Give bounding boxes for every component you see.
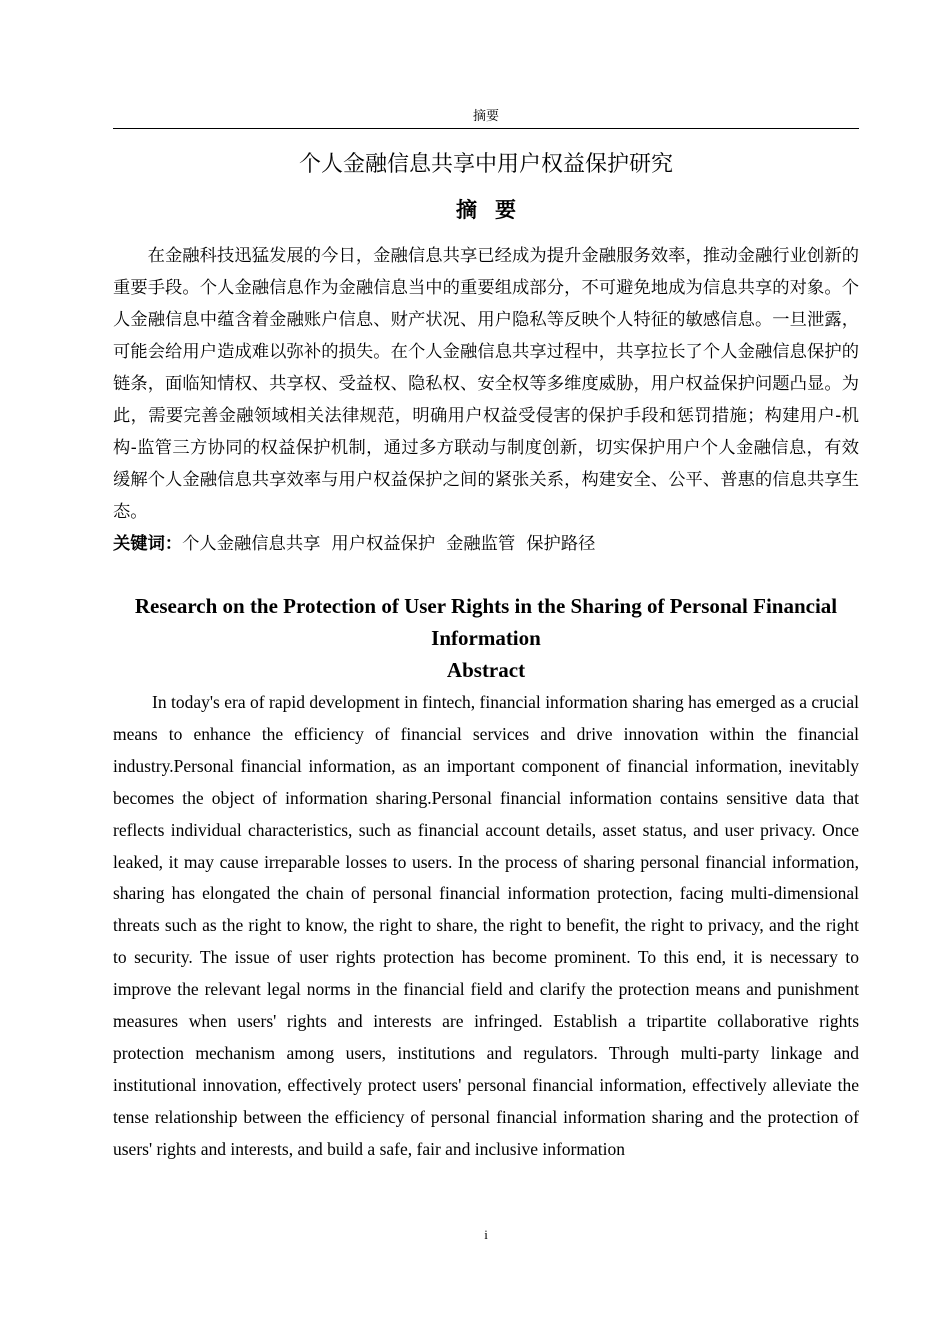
- english-abstract-body: In today's era of rapid development in fintech, financial information sharing has emerged as a crucial means to enhance the efficiency of financial services and drive innovation within the financial industry.Personal financial information, as an important component of financial information, inevitably becomes the object of information sharing.Personal financial information contains sensitive data that reflects individual characteristics, such as financial account details, asset status, and user privacy. Once leaked, it may cause irreparable losses to users. In the process of sharing personal financial information, sharing has elongated the chain of personal financial information protection, facing multi-dimensional threats such as the right to know, the right to share, the right to benefit, the right to privacy, and the right to security. The issue of user rights protection has become prominent. To this end, it is necessary to improve the relevant legal norms in the financial field and clarify the protection means and punishment measures when users' rights and interests are infringed. Establish a tripartite collaborative rights protection mechanism among users, institutions and regulators. Through multi-party linkage and institutional innovation, effectively protect users' personal financial information, effectively alleviate the tense relationship between the efficiency of personal financial information sharing and the protection of users' rights and interests, and build a safe, fair and inclusive information: [113, 692, 859, 1159]
- english-abstract-heading: Abstract: [446, 658, 526, 682]
- keyword-item: 个人金融信息共享: [182, 534, 321, 554]
- chinese-keywords: [113, 528, 859, 560]
- keyword-item: 用户权益保护: [331, 534, 436, 554]
- keyword-item: 金融监管: [446, 534, 516, 554]
- chinese-title: 个人金融信息共享中用户权益保护研究: [298, 152, 673, 177]
- running-header: 摘要: [472, 109, 499, 124]
- keywords-label: 关键词：: [113, 534, 183, 554]
- page-number: i: [484, 1227, 488, 1242]
- header-rule: [113, 128, 859, 129]
- english-title: Research on the Protection of User Rights in the Sharing of Personal Financial Information: [134, 594, 838, 650]
- chinese-abstract-body: 在金融科技迅猛发展的今日，金融信息共享已经成为提升金融服务效率，推动金融行业创新的重要手段。个人金融信息作为金融信息当中的重要组成部分，不可避免地成为信息共享的对象。个人金融信息中蕴含着金融账户信息、财产状况、用户隐私等反映个人特征的敏感信息。一旦泄露，可能会给用户造成难以弥补的损失。在个人金融信息共享过程中，共享拉长了个人金融信息保护的链条，面临知情权、共享权、受益权、隐私权、安全权等多维度威胁，用户权益保护问题凸显。为此，需要完善金融领域相关法律规范，明确用户权益受侵害的保护手段和惩罚措施；构建用户-机构-监管三方协同的权益保护机制，通过多方联动与制度创新，切实保护用户个人金融信息，有效缓解个人金融信息共享效率与用户权益保护之间的紧张关系，构建安全、公平、普惠的信息共享生态。: [113, 246, 859, 522]
- keyword-item: 保护路径: [526, 534, 596, 554]
- chinese-abstract-heading: 摘要: [456, 198, 534, 222]
